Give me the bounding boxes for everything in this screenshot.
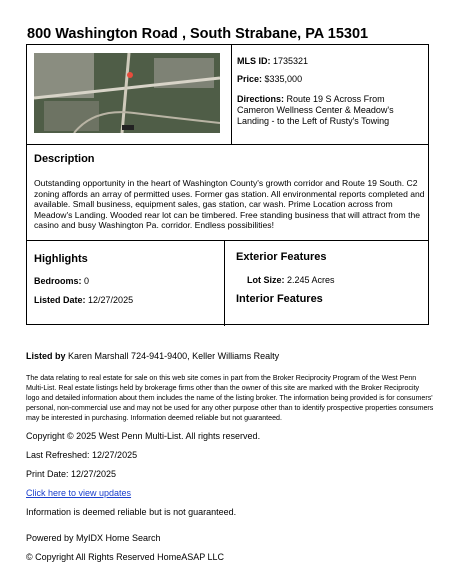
last-refreshed: Last Refreshed: 12/27/2025 xyxy=(26,450,138,460)
description-heading: Description xyxy=(34,153,95,165)
description-text: Outstanding opportunity in the heart of Washington County's growth corridor and Route 19 South. C2 zoning affords an array of permitted uses. Former gas station. All environmental reports completed and available. Small business, equipment sales, gas station, car wash. Prime Location across from Meadow's Landing. Wooded rear lot can be timbered. Free standing business that will attract from the casino and busy Washington Pa. corridor. Endless possibilities! xyxy=(34,178,425,231)
page-title: 800 Washington Road , South Strabane, PA 15301 xyxy=(27,26,369,42)
listed-by: Listed by Karen Marshall 724-941-9400, Keller Williams Realty xyxy=(26,351,280,361)
aerial-map-image xyxy=(34,53,220,133)
highlights-heading: Highlights xyxy=(34,253,88,265)
aerial-photo xyxy=(34,53,220,133)
lot-size: Lot Size: 2.245 Acres xyxy=(247,275,335,285)
interior-heading: Interior Features xyxy=(236,293,323,305)
price: Price: $335,000 xyxy=(237,74,303,84)
reliability-note: Information is deemed reliable but is not guaranteed. xyxy=(26,507,237,517)
rights-notice: © Copyright All Rights Reserved HomeASAP LLC xyxy=(26,552,225,562)
view-updates-link[interactable]: Click here to view updates xyxy=(26,488,132,498)
mls-id: MLS ID: 1735321 xyxy=(237,56,309,66)
powered-by: Powered by MyIDX Home Search xyxy=(26,533,161,543)
print-date: Print Date: 12/27/2025 xyxy=(26,469,117,479)
bedrooms: Bedrooms: 0 xyxy=(34,276,90,286)
legal-disclaimer: The data relating to real estate for sale on this web site comes in part from the Broker Reciprocity Program of the West Penn Multi-List. Real estate listings held by brokerage firms other than the owner of this site are marked with the Broker Reciprocity logo and detailed information about them includes the name of the listing broker. The information being provided is for consumers' personal, non-commercial use and may not be used for any other purpose other than to identify prospective properties consumers may be interested in purchasing. Information deemed reliable but not guaranteed. xyxy=(26,374,434,422)
copyright: Copyright © 2025 West Penn Multi-List. All rights reserved. xyxy=(26,431,261,441)
exterior-heading: Exterior Features xyxy=(236,251,327,263)
listing-card xyxy=(26,44,429,325)
listed-date: Listed Date: 12/27/2025 xyxy=(34,295,134,305)
directions: Directions: Route 19 S Across From Cameron Wellness Center & Meadow's Landing - to the Left of Rusty's Towing xyxy=(237,94,394,126)
